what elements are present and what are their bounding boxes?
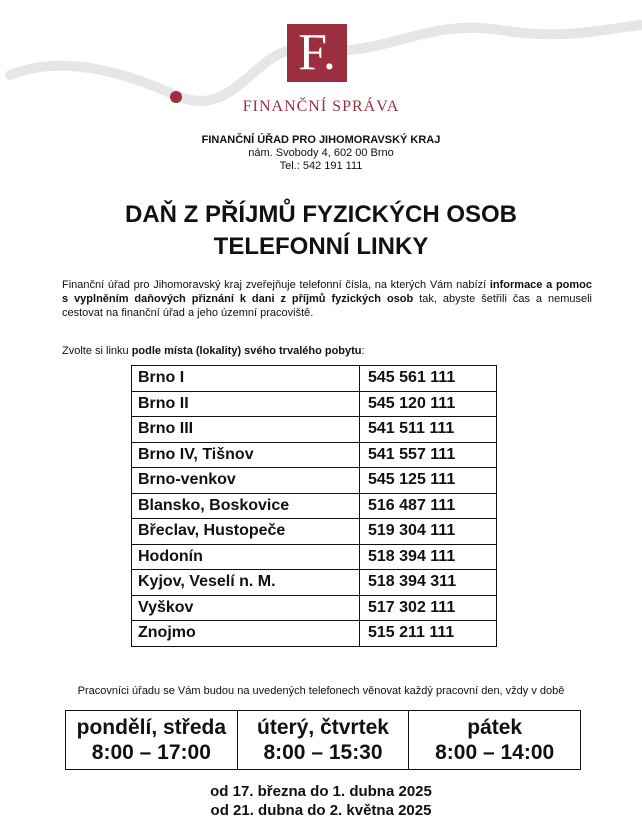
line-number: 516 487 111 (360, 493, 497, 519)
intro-text-bold: informace a pomoc s vyplněním daňových přiznání k dani z příjmů fyzických osob (62, 279, 593, 305)
line-place: Znojmo (132, 621, 360, 647)
line-place: Brno-venkov (132, 468, 360, 494)
logo-mark: F. (287, 24, 347, 82)
line-place: Brno I (132, 366, 360, 392)
line-number: 519 304 111 (360, 519, 497, 545)
table-row (132, 595, 497, 621)
logo-name: FINANČNÍ SPRÁVA (242, 98, 400, 115)
intro-paragraph (62, 278, 592, 320)
line-number: 545 561 111 (360, 366, 497, 392)
choose-pre: Zvolte si linku (62, 345, 132, 357)
table-row (132, 544, 497, 570)
line-place: Kyjov, Veselí n. M. (132, 570, 360, 596)
validity-dates (0, 782, 642, 820)
hours-cell (66, 711, 237, 769)
office-phone: Tel.: 542 191 111 (279, 160, 363, 172)
table-row (132, 442, 497, 468)
office-address: nám. Svobody 4, 602 00 Brno (248, 147, 394, 159)
phone-lines-table (131, 365, 497, 647)
line-place: Brno III (132, 417, 360, 443)
line-number: 515 211 111 (360, 621, 497, 647)
hours-days: pátek (467, 716, 523, 739)
hours-time: 8:00 – 17:00 (91, 741, 211, 764)
hours-days: pondělí, středa (76, 716, 227, 739)
choose-post: : (361, 345, 365, 357)
line-number: 541 511 111 (360, 417, 497, 443)
table-row (132, 417, 497, 443)
line-number: 541 557 111 (360, 442, 497, 468)
intro-text-1: Finanční úřad pro Jihomoravský kraj zveřejňuje telefonní čísla, na kterých Vám nabízí (62, 279, 490, 291)
line-place: Brno II (132, 391, 360, 417)
date-range: od 21. dubna do 2. května 2025 (210, 802, 432, 819)
line-place: Břeclav, Hustopeče (132, 519, 360, 545)
hours-cell (408, 711, 580, 769)
choose-bold: podle místa (lokality) svého trvalého pobytu (131, 345, 362, 357)
office-name: FINANČNÍ ÚŘAD PRO JIHOMORAVSKÝ KRAJ (201, 134, 441, 146)
line-number: 518 394 111 (360, 544, 497, 570)
page-title (0, 199, 642, 263)
table-row (132, 570, 497, 596)
table-row (132, 621, 497, 647)
table-row (132, 366, 497, 392)
choose-line-instruction (62, 345, 365, 357)
table-row (132, 468, 497, 494)
table-row (132, 519, 497, 545)
office-header (0, 134, 642, 173)
intro-text-2: tak, abyste šetřili čas a nemuseli cestovat na finanční úřad a jeho územní pracoviště. (62, 293, 592, 319)
hours-time: 8:00 – 14:00 (435, 741, 555, 764)
line-number: 517 302 111 (360, 595, 497, 621)
hours-days: úterý, čtvrtek (257, 716, 389, 739)
line-number: 545 120 111 (360, 391, 497, 417)
line-place: Blansko, Boskovice (132, 493, 360, 519)
office-hours-table (65, 710, 581, 770)
hours-cell (237, 711, 409, 769)
title-line-1: DAŇ Z PŘÍJMŮ FYZICKÝCH OSOB (124, 201, 517, 228)
line-number: 545 125 111 (360, 468, 497, 494)
hours-note: Pracovníci úřadu se Vám budou na uvedených telefonech věnovat každý pracovní den, vždy v době (77, 685, 565, 697)
hours-time: 8:00 – 15:30 (263, 741, 383, 764)
line-number: 518 394 311 (360, 570, 497, 596)
line-place: Vyškov (132, 595, 360, 621)
line-place: Hodonín (132, 544, 360, 570)
line-place: Brno IV, Tišnov (132, 442, 360, 468)
date-range: od 17. března do 1. dubna 2025 (210, 783, 432, 800)
table-row (132, 493, 497, 519)
title-line-2: TELEFONNÍ LINKY (213, 233, 429, 260)
table-row (132, 391, 497, 417)
